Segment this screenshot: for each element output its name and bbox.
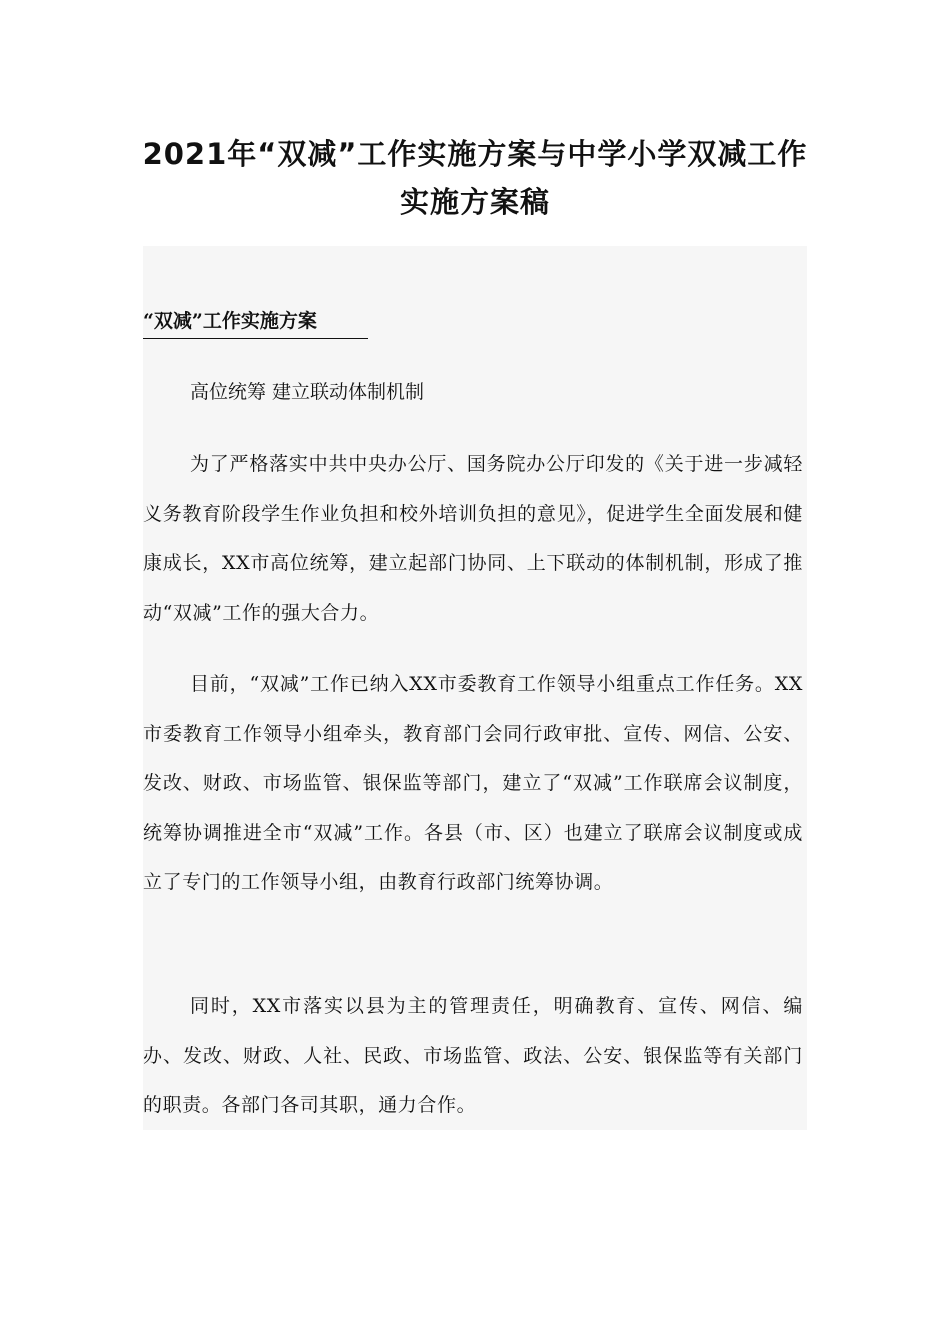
document-title-line-1: 2021年“双减”工作实施方案与中学小学双减工作 [142, 137, 808, 171]
paragraph: 同时，XX市落实以县为主的管理责任，明确教育、宣传、网信、编办、发改、财政、人社、民政、市场监管、政法、公安、银保监等有关部门的职责。各部门各司其职，通力合作。 [143, 995, 803, 1116]
document-title [0, 130, 950, 226]
subheading: 高位统筹 建立联动体制机制 [190, 381, 425, 403]
section-heading: “双减”工作实施方案 [143, 306, 368, 339]
document-title-line-2: 实施方案稿 [399, 185, 550, 219]
paragraph: 为了严格落实中共中央办公厅、国务院办公厅印发的《关于进一步减轻义务教育阶段学生作业负担和校外培训负担的意见》，促进学生全面发展和健康成长，XX市高位统筹，建立起部门协同、上下联动的体制机制，形成了推动“双减”工作的强大合力。 [143, 453, 803, 624]
paragraph: 目前，“双减”工作已纳入XX市委教育工作领导小组重点工作任务。XX市委教育工作领导小组牵头，教育部门会同行政审批、宣传、网信、公安、发改、财政、市场监管、银保监等部门，建立了“双减”工作联席会议制度，统筹协调推进全市“双减”工作。各县（市、区）也建立了联席会议制度或成立了专门的工作领导小组，由教育行政部门统筹协调。 [143, 673, 803, 893]
